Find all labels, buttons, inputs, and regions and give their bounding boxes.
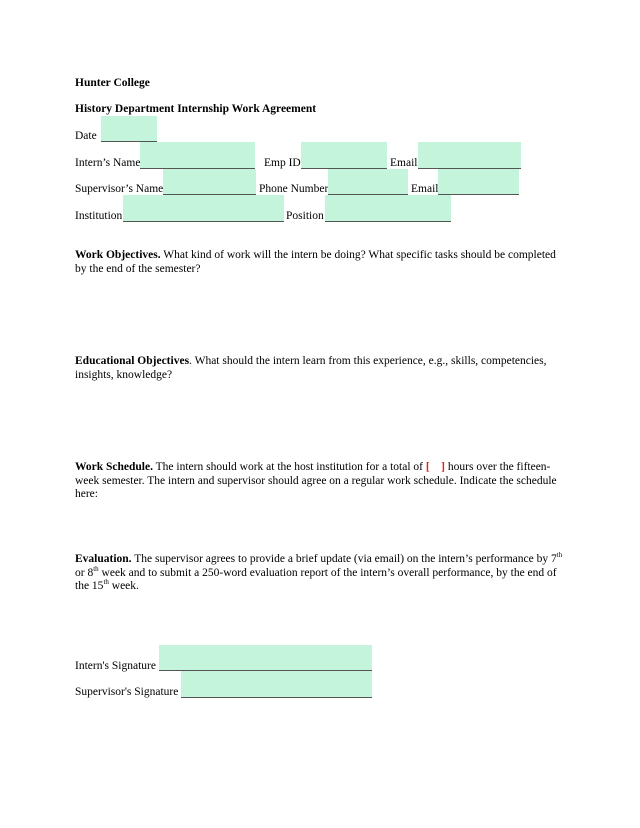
evaluation	[75, 553, 565, 594]
supervisor-signature-field[interactable]	[181, 671, 372, 698]
educational-objectives-heading: Educational Objectives	[75, 355, 190, 367]
supervisor-email-field[interactable]	[438, 169, 519, 195]
evaluation-text-3: week and to submit a 250-word evaluation report of the intern’s overall performance, by the end of the 15	[75, 566, 557, 592]
institution-field[interactable]	[123, 195, 284, 222]
work-objectives-text: What kind of work will the intern be doing? What specific tasks should be completed by the end of the semester?	[75, 249, 556, 275]
evaluation-text-4: week.	[108, 580, 139, 592]
intern-name-label: Intern’s Name	[75, 157, 141, 169]
position-field[interactable]	[325, 195, 451, 222]
intern-signature-label: Intern's Signature	[75, 660, 156, 672]
intern-name-field[interactable]	[140, 142, 255, 169]
evaluation-text-1: The supervisor agrees to provide a brief update (via email) on the intern’s performance by 7	[131, 553, 557, 565]
evaluation-sup-2: th	[93, 564, 99, 573]
institution-label: Institution	[75, 210, 123, 222]
page-title: History Department Internship Work Agreement	[75, 103, 317, 115]
supervisor-name-label: Supervisor’s Name	[75, 183, 164, 195]
educational-objectives	[75, 355, 565, 382]
educational-objectives-text: . What should the intern learn from this experience, e.g., skills, competencies, insights, knowledge?	[75, 355, 547, 381]
supervisor-signature-label: Supervisor's Signature	[75, 686, 179, 698]
date-label: Date	[75, 130, 97, 142]
email-label: Email	[390, 157, 418, 169]
evaluation-heading: Evaluation.	[75, 553, 132, 565]
work-schedule-heading: Work Schedule.	[75, 461, 153, 473]
work-objectives	[75, 249, 565, 276]
phone-label: Phone Number	[259, 183, 329, 195]
evaluation-text-2: or 8	[75, 566, 94, 579]
work-objectives-heading: Work Objectives.	[75, 249, 161, 261]
college-name: Hunter College	[75, 77, 150, 89]
hours-field[interactable]: [ ]	[425, 461, 446, 473]
emp-id-field[interactable]	[301, 142, 387, 169]
date-field[interactable]	[101, 116, 157, 142]
emp-id-label: Emp ID	[264, 157, 301, 169]
work-schedule	[75, 461, 565, 502]
supervisor-email-label: Email	[411, 183, 439, 195]
work-schedule-text-after: hours over the fifteen-week semester. The intern and supervisor should agree on a regular work schedule. Indicate the schedule here:	[75, 461, 557, 500]
intern-signature-field[interactable]	[159, 645, 372, 671]
supervisor-name-field[interactable]	[163, 169, 256, 195]
evaluation-sup-3: th	[103, 578, 109, 587]
evaluation-sup-1: th	[556, 551, 563, 560]
intern-email-field[interactable]	[418, 142, 521, 169]
phone-field[interactable]	[328, 169, 408, 195]
work-schedule-text-before: The intern should work at the host institution for a total of	[152, 461, 426, 473]
position-label: Position	[286, 210, 324, 222]
